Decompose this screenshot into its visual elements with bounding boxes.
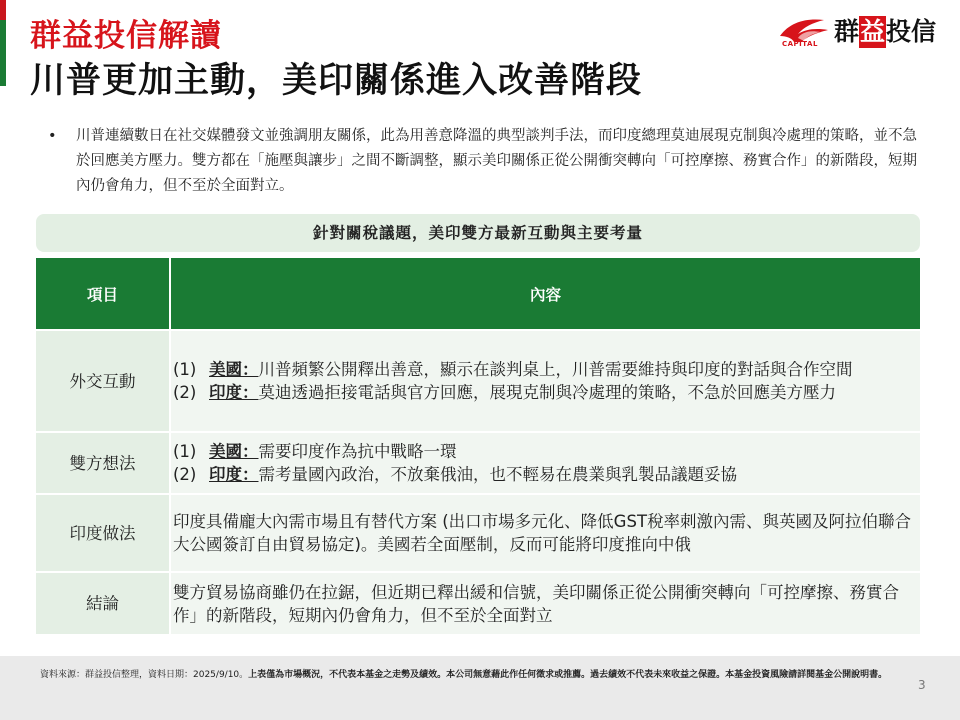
table-row [36,572,920,634]
page-title: 川普更加主動，美印關係進入改善階段 [30,61,643,101]
point-number: (1) [173,442,197,461]
row-item: 外交互動 [36,330,170,432]
logo-brand-highlight: 益 [860,17,886,46]
table-row [36,330,920,432]
point-number: (1) [173,360,197,379]
row-content: 印度具備龐大內需市場且有替代方案 (出口市場多元化、降低GST稅率刺激內需、與英國及阿拉伯聯合大公國簽訂自由貿易協定)。美國若全面壓制，反而可能將印度推向中俄 [170,494,920,572]
list-item [173,440,920,463]
bullet-point: • [48,128,57,144]
summary-text: 川普連續數日在社交媒體發文並強調朋友關係，此為用善意降溫的典型談判手法，而印度總理莫迪展現克制與冷處理的策略，並不急於回應美方壓力。雙方都在「施壓與讓步」之間不斷調整，顯示美印關係正從公開衝突轉向「可控摩擦、務實合作」的新階段，短期內仍會角力，但不至於全面對立。 [76,128,917,194]
header-item: 項目 [36,258,170,330]
list-item [173,463,920,486]
list-item [173,358,920,381]
table-row [36,494,920,572]
logo-caption: CAPITAL [782,40,818,48]
table-row [36,432,920,494]
row-content [170,432,920,494]
point-label: 美國： [209,442,259,461]
summary-paragraph [48,124,928,199]
company-logo [776,14,956,52]
point-label: 美國： [209,360,259,379]
logo-brand [834,16,936,48]
point-text: 需考量國內政治，不放棄俄油，也不輕易在農業與乳製品議題妥協 [258,465,737,484]
logo-brand-pre: 群 [834,17,860,46]
table-banner: 針對關稅議題，美印雙方最新互動與主要考量 [36,214,920,252]
table-header-row [36,258,920,330]
series-title: 群益投信解讀 [30,18,222,54]
row-item: 雙方想法 [36,432,170,494]
source-text: 資料來源：群益投信整理，資料日期：2025/9/10。 [40,670,249,680]
footer-source [40,668,890,683]
accent-bar-green [0,20,6,86]
page-number: 3 [918,678,926,692]
accent-bar [0,0,6,86]
row-item: 結論 [36,572,170,634]
list-item [173,381,920,404]
point-number: (2) [173,465,197,484]
row-item: 印度做法 [36,494,170,572]
disclaimer-text: 上表僅為市場概況，不代表本基金之走勢及績效。本公司無意藉此作任何徵求或推薦。過去績效不代表未來收益之保證。本基金投資風險請詳閱基金公開說明書。 [248,670,888,680]
accent-bar-red [0,0,6,20]
point-text: 需要印度作為抗中戰略一環 [258,442,457,461]
logo-brand-post: 投信 [886,17,937,46]
header-content: 內容 [170,258,920,330]
point-label: 印度： [209,465,259,484]
row-content [170,330,920,432]
point-number: (2) [173,383,197,402]
interaction-table [36,258,920,634]
footer [0,656,960,720]
point-label: 印度： [209,383,259,402]
point-text: 川普頻繁公開釋出善意，顯示在談判桌上，川普需要維持與印度的對話與合作空間 [258,360,853,379]
point-text: 莫迪透過拒接電話與官方回應，展現克制與冷處理的策略，不急於回應美方壓力 [258,383,836,402]
row-content: 雙方貿易協商雖仍在拉鋸，但近期已釋出緩和信號，美印關係正從公開衝突轉向「可控摩擦、務實合作」的新階段，短期內仍會角力，但不至於全面對立 [170,572,920,634]
